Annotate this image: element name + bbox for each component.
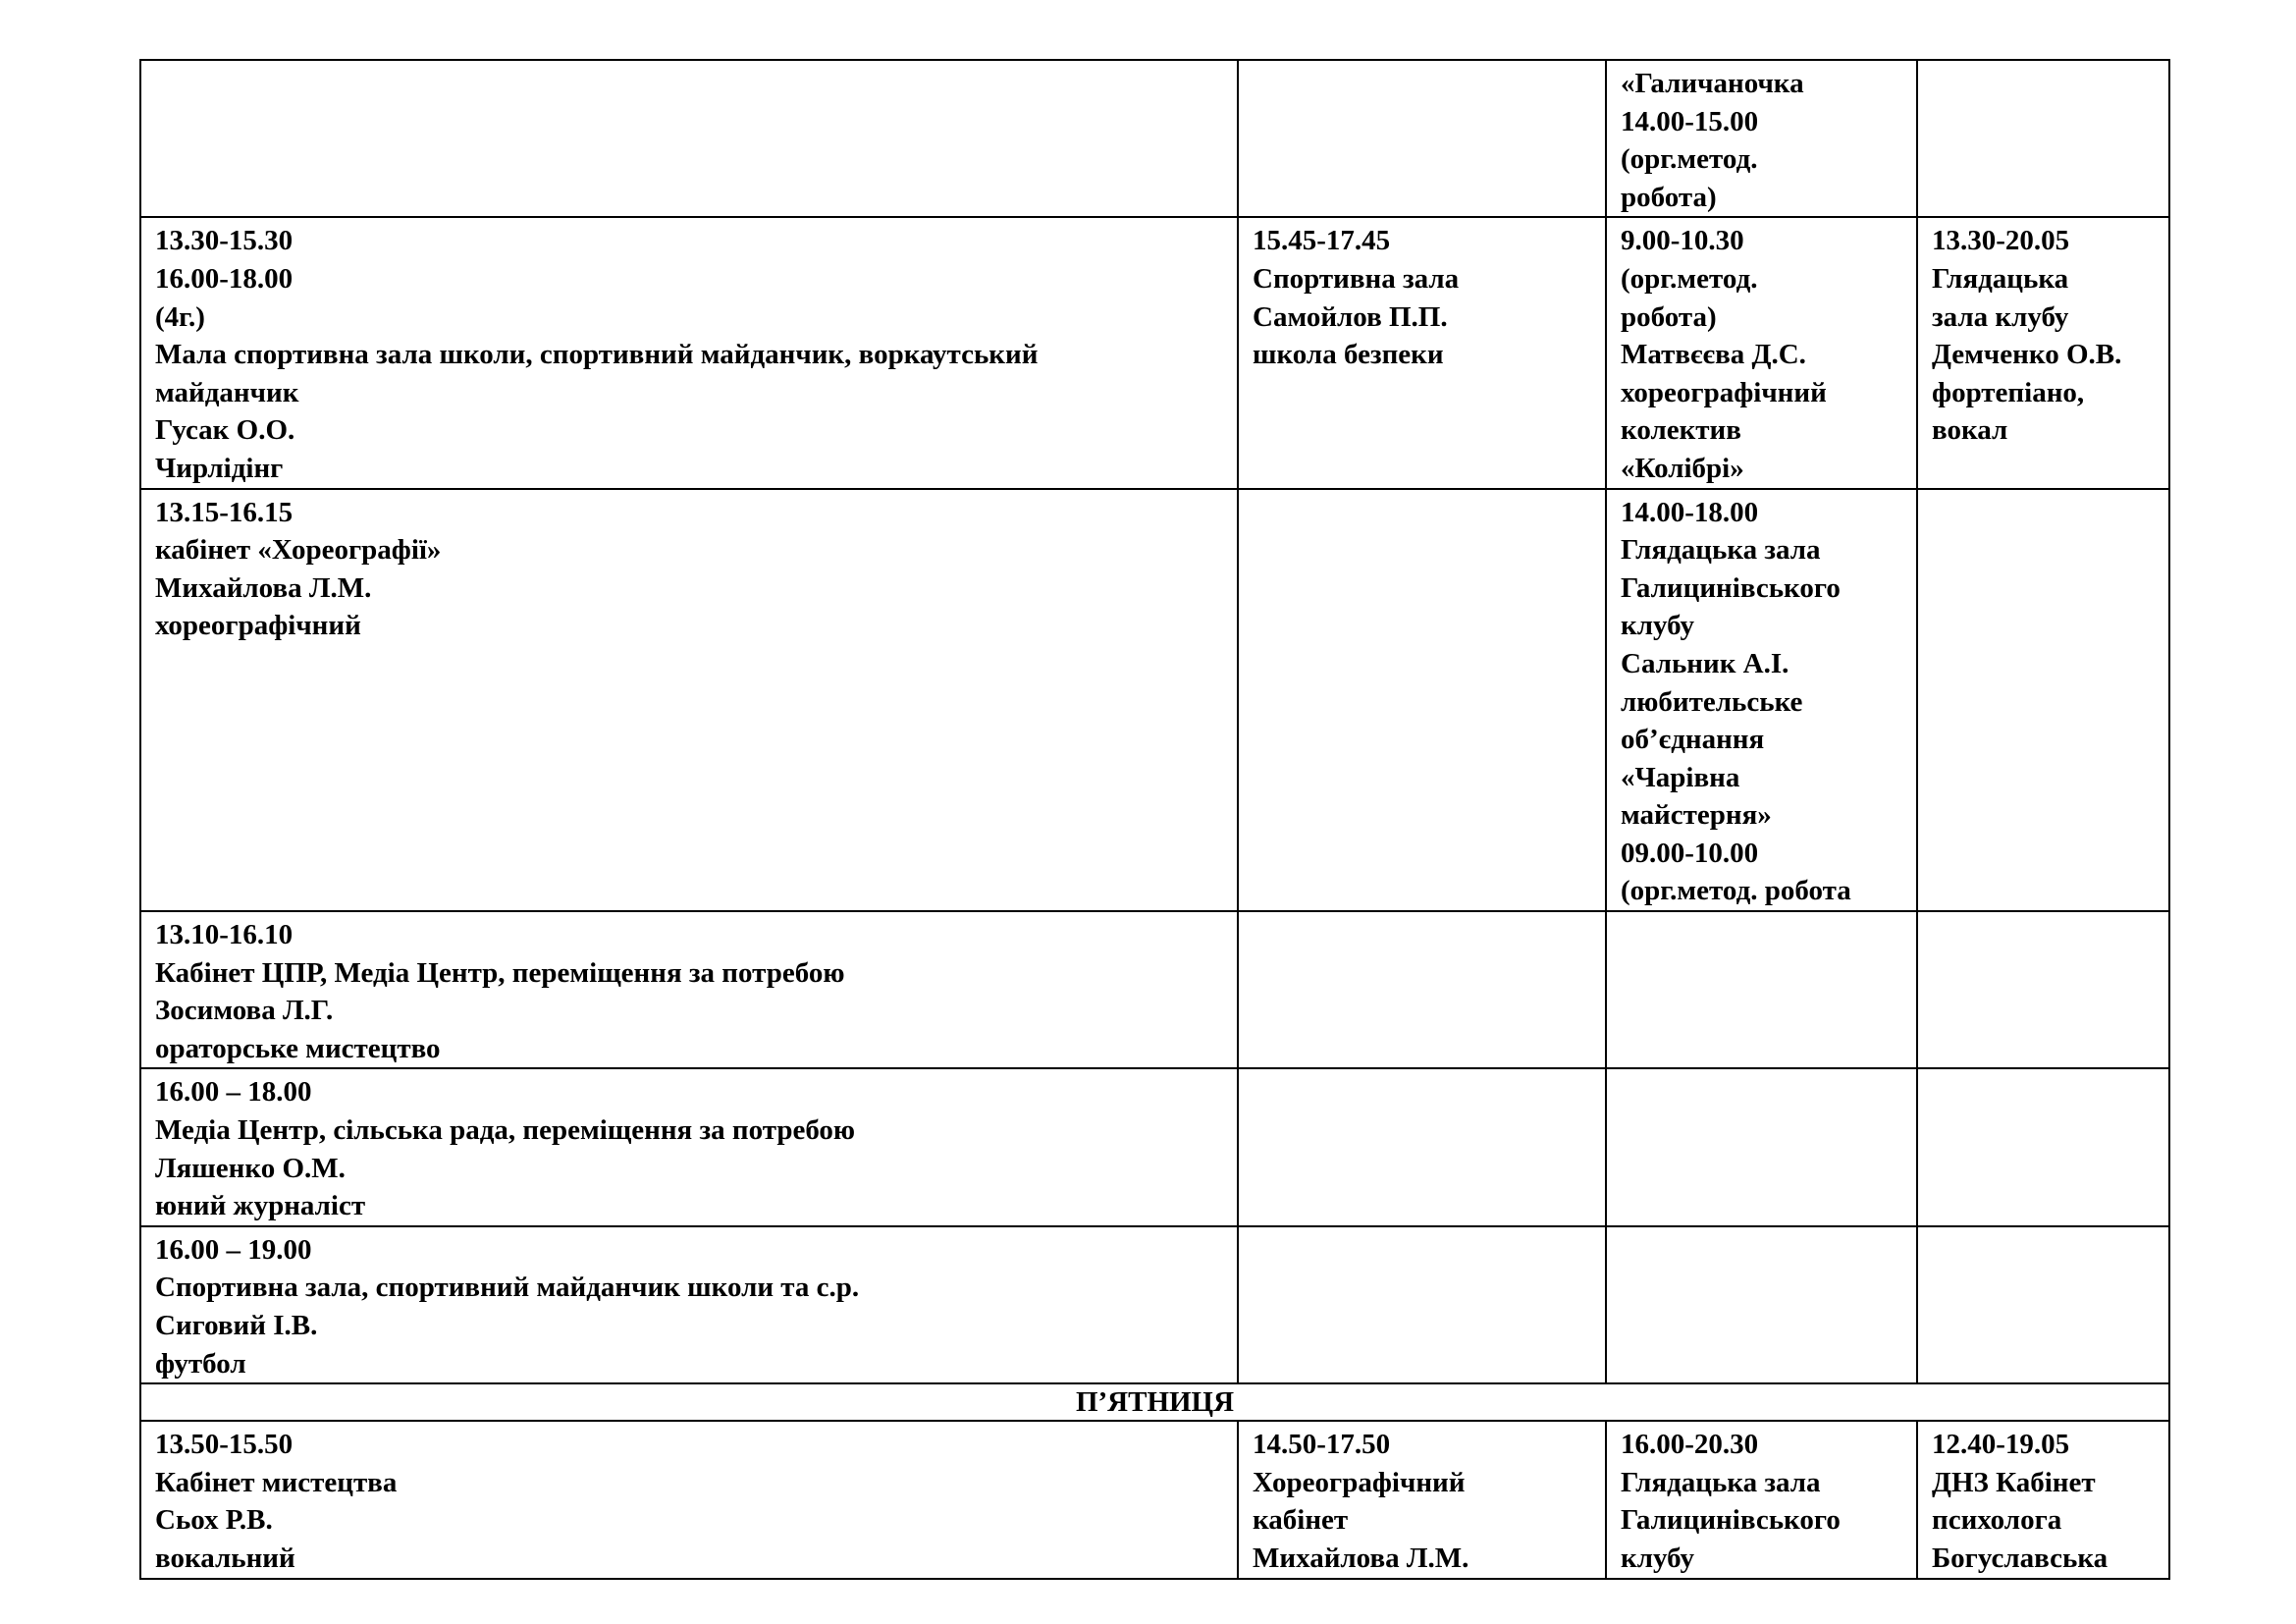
table-cell [1606,1226,1917,1383]
table-cell [1238,911,1606,1068]
cell-text-line: зала клубу [1932,300,2069,333]
cell-text-line: Сальник А.І. [1621,647,1789,679]
day-heading: П’ЯТНИЦЯ [140,1383,2169,1421]
cell-text-line: 12.40-19.05 [1932,1429,2070,1461]
table-row [140,1226,2169,1383]
cell-text-line: «Чарівна [1621,761,1740,793]
cell-text-line: Демченко О.В. [1932,339,2122,371]
cell-text-line: 16.00-20.30 [1621,1429,1759,1461]
table-cell [140,217,1238,488]
cell-text-line: 13.15-16.15 [155,496,294,528]
cell-text-line: Самойлов П.П. [1253,300,1448,333]
table-cell [140,1068,1238,1225]
cell-text-line: Кабінет ЦПР, Медіа Центр, переміщення за потребою [155,956,845,989]
cell-text-line: Галицинівського [1621,571,1841,604]
cell-text-line: ораторське мистецтво [155,1032,441,1064]
cell-text-line: 16.00 – 19.00 [155,1233,312,1266]
cell-text-line: Гусак О.О. [155,414,295,447]
cell-text-line: майданчик [155,376,299,408]
cell-text-line: вокальний [155,1542,295,1574]
cell-text-line: юний журналіст [155,1190,366,1222]
cell-text-line: кабінет «Хореографії» [155,534,442,567]
cell-text-line: Хореографічний [1253,1466,1466,1498]
table-row [140,217,2169,488]
table-cell [140,60,1238,217]
cell-text-line: об’єднання [1621,724,1765,756]
table-cell [140,489,1238,912]
cell-text-line: Глядацька зала [1621,534,1821,567]
cell-text-line: Глядацька [1932,262,2069,295]
cell-text-line: хореографічний [1621,376,1827,408]
table-row [140,489,2169,912]
cell-text-line: «Колібрі» [1621,452,1744,484]
cell-text-line: 13.50-15.50 [155,1429,294,1461]
cell-text-line: (орг.метод. [1621,143,1758,176]
cell-text-line: Матвєєва Д.С. [1621,339,1806,371]
cell-text-line: вокал [1932,414,2008,447]
table-cell [140,1226,1238,1383]
cell-text-line: Спортивна зала, спортивний майданчик школи та с.р. [155,1272,860,1304]
schedule-table [139,59,2170,1580]
cell-text-line: школа безпеки [1253,339,1444,371]
cell-text-line: Ляшенко О.М. [155,1152,346,1184]
cell-text-line: (орг.метод. [1621,262,1758,295]
cell-text-line: 14.00-18.00 [1621,496,1759,528]
cell-text-line: клубу [1621,1542,1694,1574]
cell-text-line: 15.45-17.45 [1253,225,1391,257]
cell-text-line: Сьох Р.В. [155,1504,273,1537]
cell-text-line: Мала спортивна зала школи, спортивний майданчик, воркаутський [155,339,1039,371]
table-cell [1917,489,2169,912]
cell-text-line: 16.00-18.00 [155,262,294,295]
table-cell [1917,911,2169,1068]
cell-text-line: 13.10-16.10 [155,919,294,951]
table-row [140,911,2169,1068]
table-cell [1238,217,1606,488]
cell-text-line: Спортивна зала [1253,262,1460,295]
table-cell [1238,1226,1606,1383]
table-cell [140,1421,1238,1578]
cell-text-line: колектив [1621,414,1741,447]
table-row [140,1068,2169,1225]
table-cell [1606,489,1917,912]
table-row [140,60,2169,217]
cell-text-line: «Галичаночка [1621,68,1804,99]
cell-text-line: Сиговий І.В. [155,1310,318,1341]
cell-text-line: 14.50-17.50 [1253,1429,1391,1461]
cell-text-line: Михайлова Л.М. [155,571,372,604]
cell-text-line: 16.00 – 18.00 [155,1076,312,1109]
cell-text-line: клубу [1621,610,1694,642]
cell-text-line: 13.30-20.05 [1932,225,2070,257]
cell-text-line: 09.00-10.00 [1621,837,1759,869]
table-cell [1917,1421,2169,1578]
table-row [140,1421,2169,1578]
day-heading-row [140,1383,2169,1421]
table-cell [1606,60,1917,217]
cell-text-line: 14.00-15.00 [1621,105,1759,137]
cell-text-line: (4г.) [155,300,205,333]
cell-text-line: робота) [1621,181,1717,213]
cell-text-line: 9.00-10.30 [1621,225,1744,257]
cell-text-line: любительське [1621,685,1803,718]
cell-text-line: майстерня» [1621,799,1772,832]
table-cell [1917,1068,2169,1225]
cell-text-line: футбол [155,1347,246,1380]
table-cell [1238,60,1606,217]
cell-text-line: кабінет [1253,1504,1349,1537]
table-cell [1917,1226,2169,1383]
cell-text-line: ДНЗ Кабінет [1932,1466,2096,1498]
table-cell [1238,1068,1606,1225]
cell-text-line: Михайлова Л.М. [1253,1542,1469,1574]
cell-text-line: Медіа Центр, сільська рада, переміщення за потребою [155,1114,856,1147]
cell-text-line: фортепіано, [1932,376,2085,408]
cell-text-line: (орг.метод. робота [1621,875,1851,907]
cell-text-line: Зосимова Л.Г. [155,995,334,1027]
table-cell [140,911,1238,1068]
cell-text-line: Чирлідінг [155,452,284,484]
table-cell [1917,217,2169,488]
cell-text-line: хореографічний [155,610,361,642]
table-cell [1917,60,2169,217]
table-cell [1238,489,1606,912]
cell-text-line: 13.30-15.30 [155,225,294,257]
cell-text-line: Богуславська [1932,1542,2109,1574]
cell-text-line: Галицинівського [1621,1504,1841,1537]
table-cell [1606,1421,1917,1578]
cell-text-line: робота) [1621,300,1717,333]
table-cell [1606,1068,1917,1225]
cell-text-line: Глядацька зала [1621,1466,1821,1498]
table-cell [1606,217,1917,488]
table-cell [1238,1421,1606,1578]
table-cell [1606,911,1917,1068]
cell-text-line: Кабінет мистецтва [155,1466,398,1498]
cell-text-line: психолога [1932,1504,2062,1537]
